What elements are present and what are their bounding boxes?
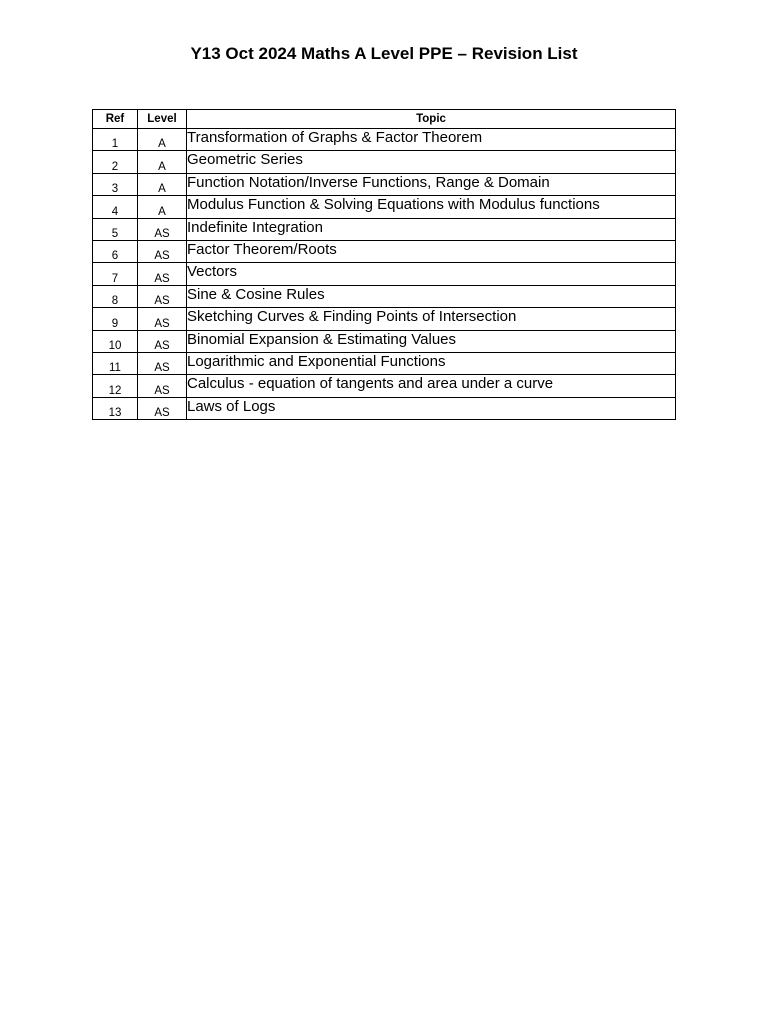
table-row [93,173,676,195]
header-ref: Ref [93,110,138,129]
cell-ref: 11 [93,352,138,374]
cell-ref: 5 [93,218,138,240]
cell-topic: Sketching Curves & Finding Points of Intersection [187,308,676,330]
table-row [93,375,676,397]
cell-ref: 8 [93,285,138,307]
cell-topic: Binomial Expansion & Estimating Values [187,330,676,352]
table-row [93,397,676,419]
cell-level: AS [138,308,187,330]
table-row [93,330,676,352]
cell-topic: Vectors [187,263,676,285]
cell-ref: 13 [93,397,138,419]
cell-topic: Factor Theorem/Roots [187,240,676,262]
cell-ref: 10 [93,330,138,352]
header-level: Level [138,110,187,129]
table-row [93,218,676,240]
cell-topic: Laws of Logs [187,397,676,419]
cell-level: AS [138,397,187,419]
table-row [93,263,676,285]
cell-ref: 2 [93,151,138,173]
table-row [93,308,676,330]
cell-level: AS [138,263,187,285]
cell-topic: Modulus Function & Solving Equations with Modulus functions [187,196,676,218]
cell-level: AS [138,352,187,374]
table-row [93,240,676,262]
table-row [93,129,676,151]
cell-level: A [138,129,187,151]
cell-ref: 4 [93,196,138,218]
cell-level: AS [138,218,187,240]
cell-level: A [138,173,187,195]
cell-ref: 1 [93,129,138,151]
cell-ref: 12 [93,375,138,397]
cell-ref: 6 [93,240,138,262]
cell-topic: Geometric Series [187,151,676,173]
table-header-row [93,110,676,129]
cell-level: A [138,196,187,218]
cell-level: AS [138,330,187,352]
header-topic: Topic [187,110,676,129]
revision-table [92,109,676,420]
cell-ref: 3 [93,173,138,195]
table-row [93,352,676,374]
cell-topic: Calculus - equation of tangents and area under a curve [187,375,676,397]
cell-topic: Indefinite Integration [187,218,676,240]
table-row [93,285,676,307]
cell-level: AS [138,285,187,307]
cell-topic: Function Notation/Inverse Functions, Range & Domain [187,173,676,195]
table-row [93,196,676,218]
table-row [93,151,676,173]
cell-level: AS [138,375,187,397]
page-title: Y13 Oct 2024 Maths A Level PPE – Revision List [190,44,578,63]
cell-level: AS [138,240,187,262]
cell-topic: Logarithmic and Exponential Functions [187,352,676,374]
cell-ref: 7 [93,263,138,285]
cell-level: A [138,151,187,173]
cell-topic: Sine & Cosine Rules [187,285,676,307]
cell-ref: 9 [93,308,138,330]
cell-topic: Transformation of Graphs & Factor Theorem [187,129,676,151]
